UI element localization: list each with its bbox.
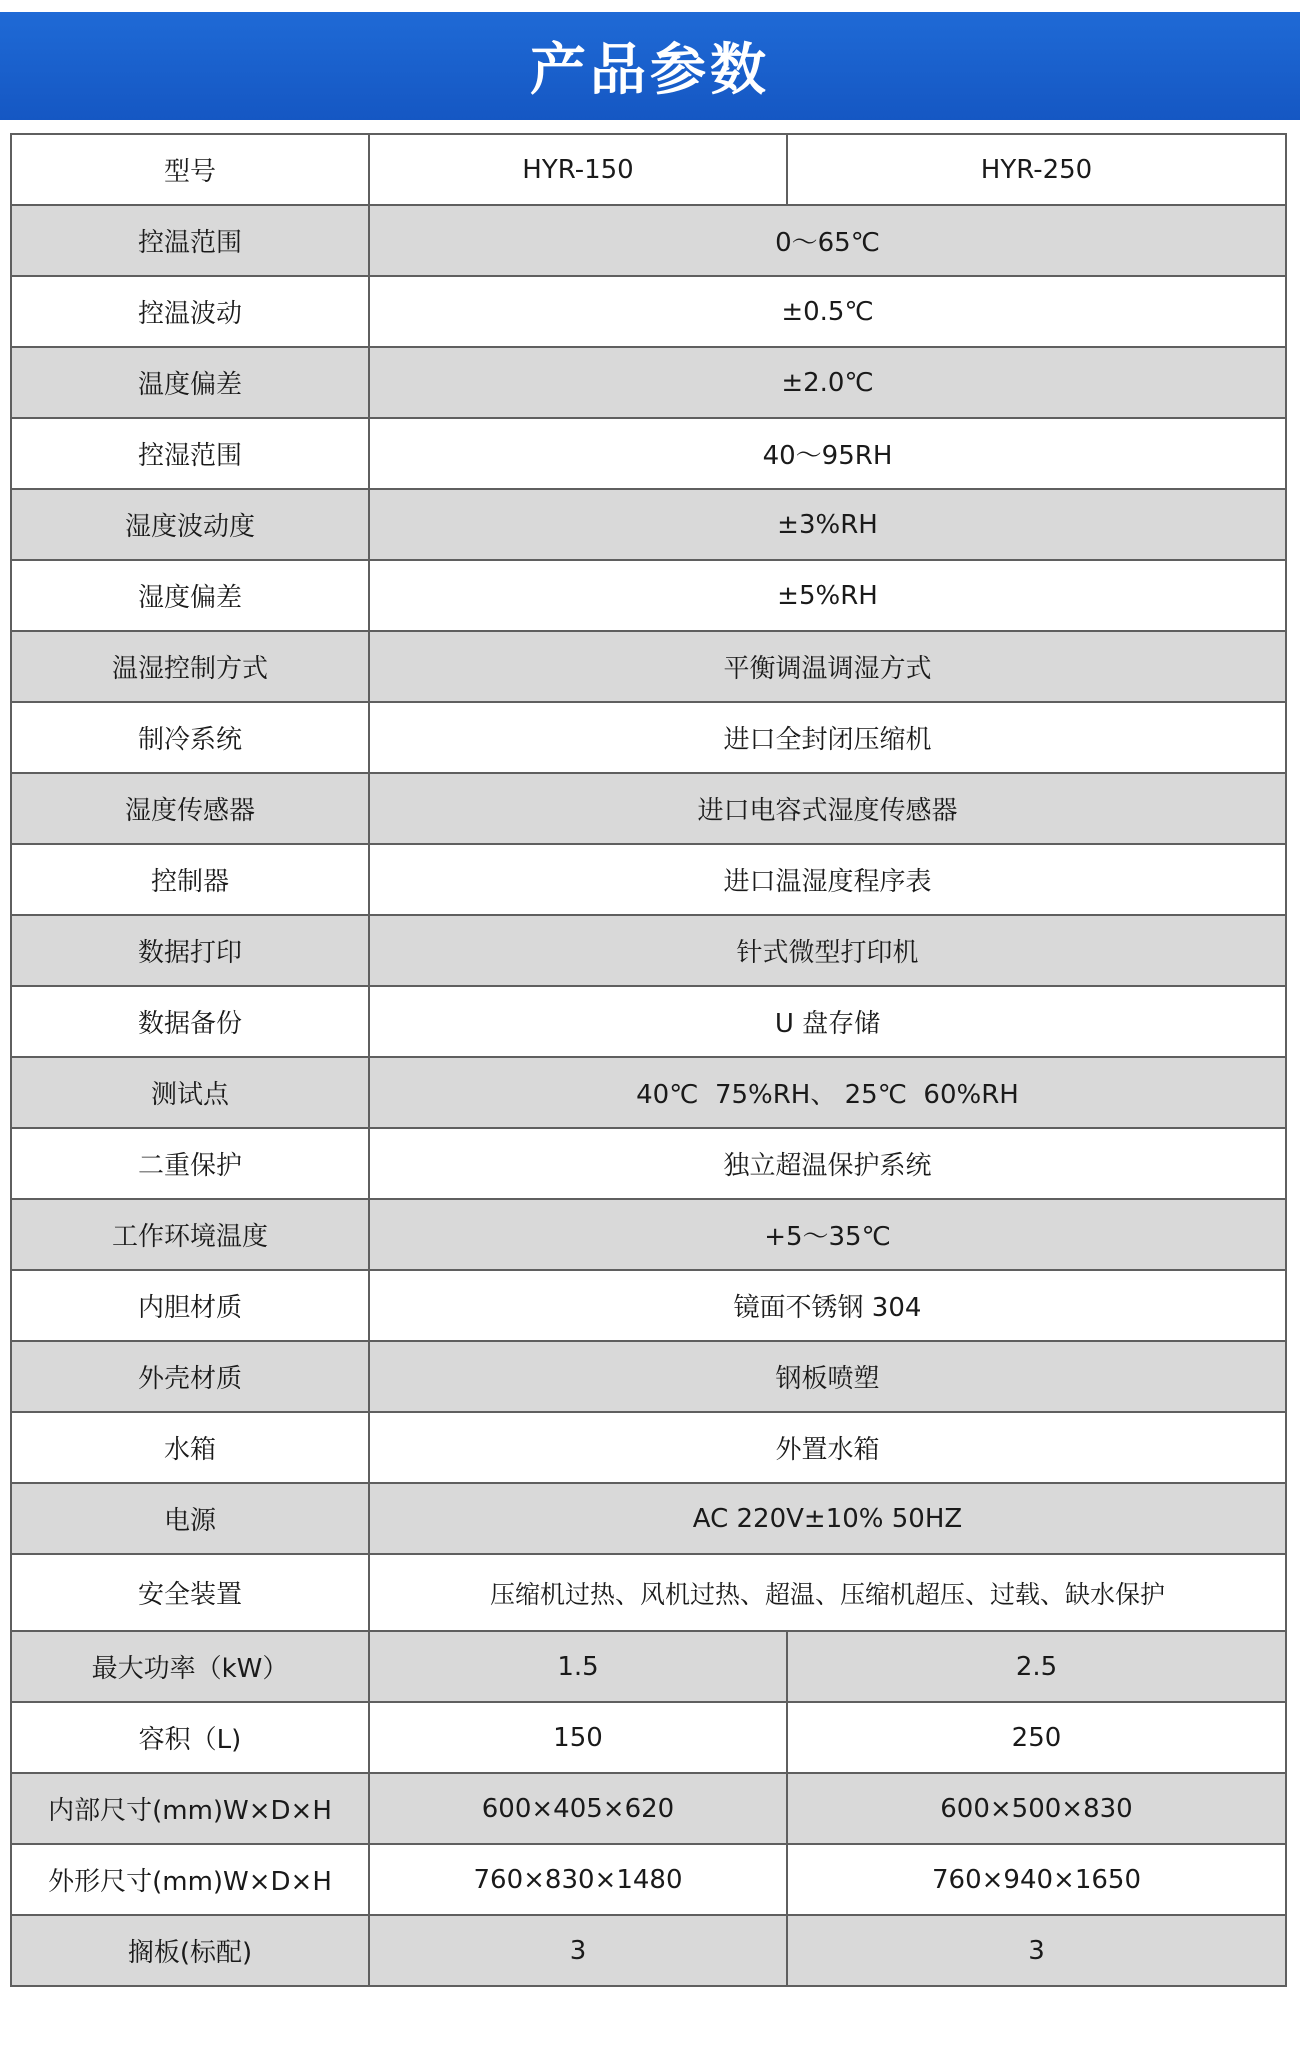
table-row <box>11 1844 1286 1915</box>
row-label: 容积（L) <box>11 1702 369 1773</box>
table-row <box>11 1773 1286 1844</box>
cell-value-250: 3 <box>787 1915 1286 1986</box>
row-label: 搁板(标配) <box>11 1915 369 1986</box>
row-label: 控温范围 <box>11 205 369 276</box>
row-value: 0～65℃ <box>369 205 1286 276</box>
row-label: 二重保护 <box>11 1128 369 1199</box>
row-value: ±5%RH <box>369 560 1286 631</box>
row-value: 压缩机过热、风机过热、超温、压缩机超压、过载、缺水保护 <box>369 1554 1286 1631</box>
row-value: 进口温湿度程序表 <box>369 844 1286 915</box>
row-label: 控湿范围 <box>11 418 369 489</box>
row-value: U 盘存储 <box>369 986 1286 1057</box>
table-row <box>11 1554 1286 1631</box>
row-value: 40～95RH <box>369 418 1286 489</box>
table-row <box>11 986 1286 1057</box>
row-value: 镜面不锈钢 304 <box>369 1270 1286 1341</box>
row-label: 温度偏差 <box>11 347 369 418</box>
table-row <box>11 1128 1286 1199</box>
row-value: ±2.0℃ <box>369 347 1286 418</box>
page-title: 产品参数 <box>530 38 770 103</box>
cell-value-150: 1.5 <box>369 1631 787 1702</box>
table-row <box>11 560 1286 631</box>
cell-value-150: 3 <box>369 1915 787 1986</box>
table-row <box>11 773 1286 844</box>
row-label: 湿度波动度 <box>11 489 369 560</box>
table-row <box>11 1702 1286 1773</box>
row-label: 制冷系统 <box>11 702 369 773</box>
row-value: 进口电容式湿度传感器 <box>369 773 1286 844</box>
table-row <box>11 1341 1286 1412</box>
row-label: 最大功率（kW） <box>11 1631 369 1702</box>
cell-model-150: HYR-150 <box>369 134 787 205</box>
row-value: 进口全封闭压缩机 <box>369 702 1286 773</box>
table-row <box>11 1483 1286 1554</box>
row-label: 内部尺寸(mm)W×D×H <box>11 1773 369 1844</box>
cell-value-250: 600×500×830 <box>787 1773 1286 1844</box>
table-row <box>11 347 1286 418</box>
cell-value-250: 2.5 <box>787 1631 1286 1702</box>
table-row <box>11 915 1286 986</box>
row-label: 内胆材质 <box>11 1270 369 1341</box>
table-row <box>11 702 1286 773</box>
row-label: 控温波动 <box>11 276 369 347</box>
row-label: 水箱 <box>11 1412 369 1483</box>
table-row <box>11 631 1286 702</box>
row-label: 数据备份 <box>11 986 369 1057</box>
row-value: 独立超温保护系统 <box>369 1128 1286 1199</box>
row-value: 平衡调温调湿方式 <box>369 631 1286 702</box>
table-row <box>11 1631 1286 1702</box>
row-label: 温湿控制方式 <box>11 631 369 702</box>
banner-divider <box>0 120 1300 124</box>
row-label: 工作环境温度 <box>11 1199 369 1270</box>
cell-value-150: 760×830×1480 <box>369 1844 787 1915</box>
row-label: 湿度偏差 <box>11 560 369 631</box>
row-value: +5～35℃ <box>369 1199 1286 1270</box>
cell-value-150: 600×405×620 <box>369 1773 787 1844</box>
cell-model-250: HYR-250 <box>787 134 1286 205</box>
table-row <box>11 1057 1286 1128</box>
row-value: ±0.5℃ <box>369 276 1286 347</box>
row-value: 外置水箱 <box>369 1412 1286 1483</box>
table-row <box>11 1199 1286 1270</box>
row-label: 测试点 <box>11 1057 369 1128</box>
table-row <box>11 1915 1286 1986</box>
table-row <box>11 205 1286 276</box>
cell-value-250: 760×940×1650 <box>787 1844 1286 1915</box>
row-label: 外壳材质 <box>11 1341 369 1412</box>
row-value: 钢板喷塑 <box>369 1341 1286 1412</box>
header-banner <box>0 12 1300 120</box>
table-row <box>11 844 1286 915</box>
row-label: 型号 <box>11 134 369 205</box>
row-value: 40℃ 75%RH、 25℃ 60%RH <box>369 1057 1286 1128</box>
table-row <box>11 1412 1286 1483</box>
table-row <box>11 418 1286 489</box>
table-row <box>11 489 1286 560</box>
row-label: 电源 <box>11 1483 369 1554</box>
row-label: 安全装置 <box>11 1554 369 1631</box>
row-value: ±3%RH <box>369 489 1286 560</box>
row-value: AC 220V±10% 50HZ <box>369 1483 1286 1554</box>
table-row <box>11 1270 1286 1341</box>
row-value: 针式微型打印机 <box>369 915 1286 986</box>
spec-table <box>10 133 1287 1987</box>
row-label: 湿度传感器 <box>11 773 369 844</box>
table-row <box>11 134 1286 205</box>
cell-value-150: 150 <box>369 1702 787 1773</box>
row-label: 数据打印 <box>11 915 369 986</box>
row-label: 外形尺寸(mm)W×D×H <box>11 1844 369 1915</box>
table-row <box>11 276 1286 347</box>
row-label: 控制器 <box>11 844 369 915</box>
cell-value-250: 250 <box>787 1702 1286 1773</box>
bottom-margin <box>0 2052 1300 2060</box>
